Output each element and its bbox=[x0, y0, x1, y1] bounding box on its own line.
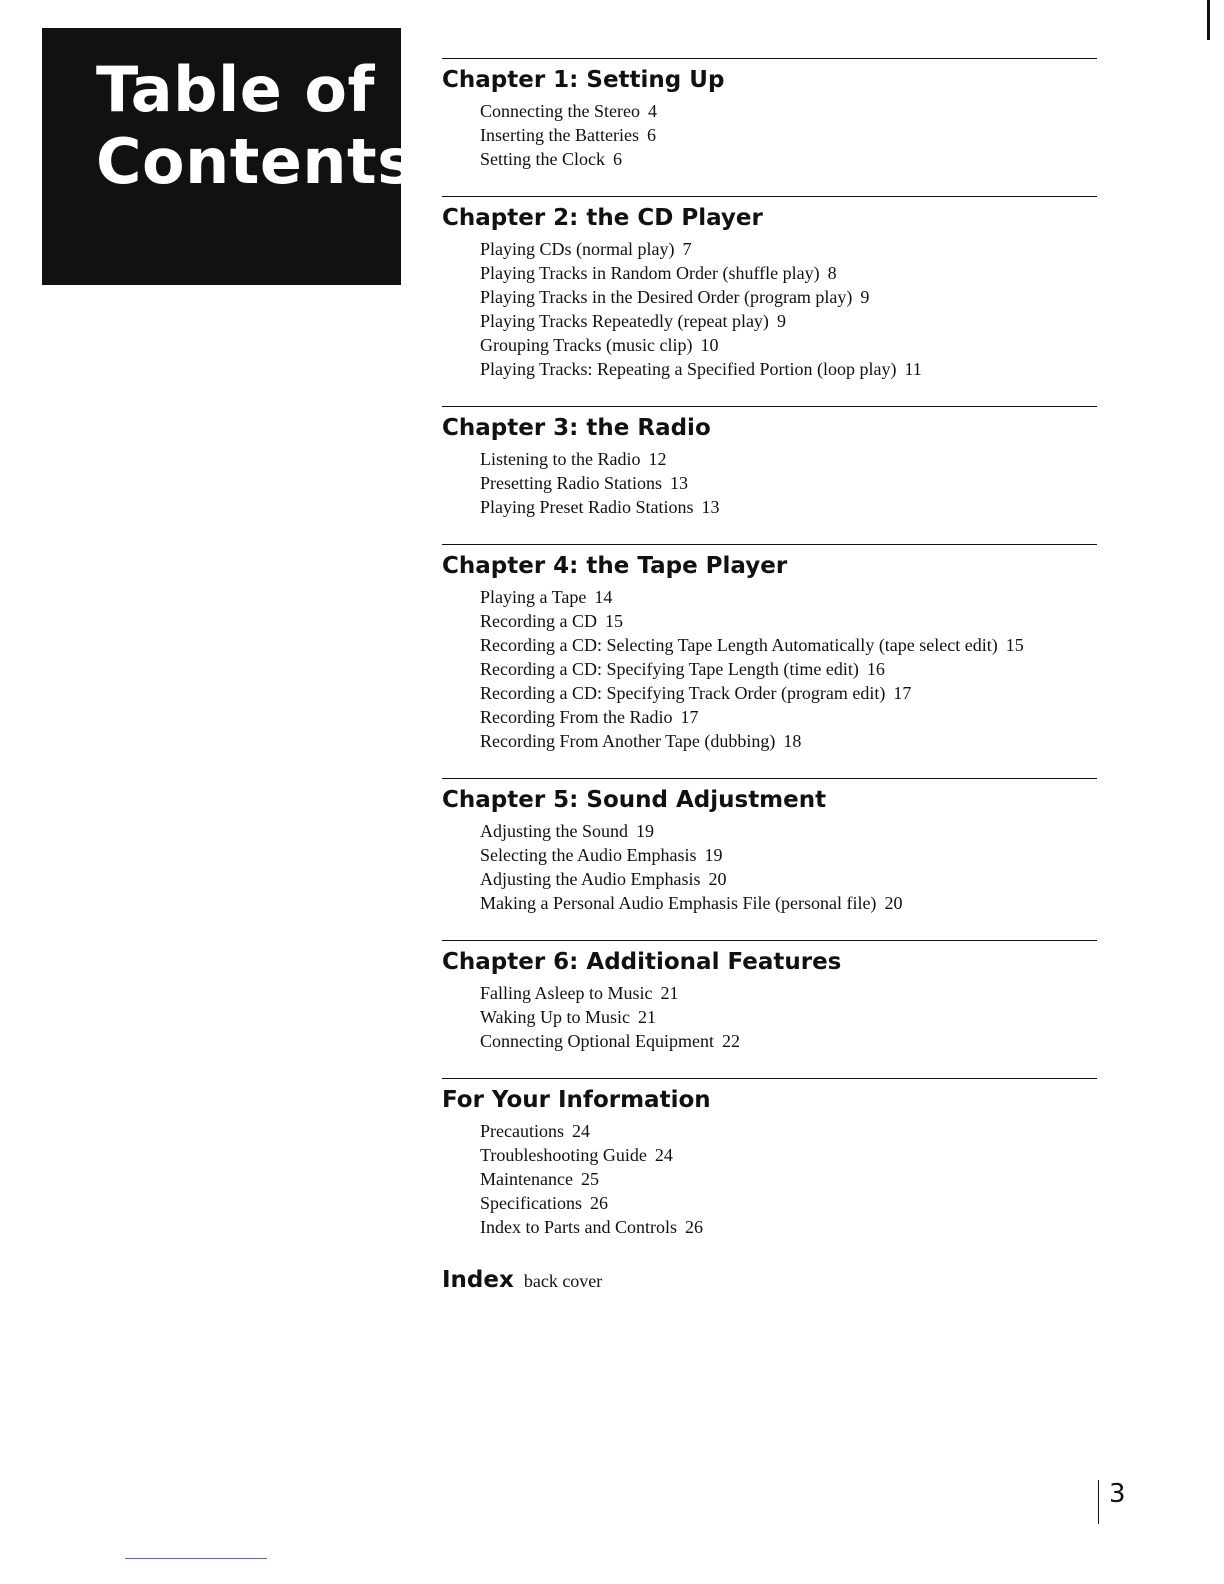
toc-entry bbox=[480, 1029, 1097, 1053]
toc-entry-page: 26 bbox=[684, 1217, 703, 1237]
toc-entry-page: 17 bbox=[680, 707, 699, 727]
toc-entry bbox=[480, 891, 1097, 915]
toc-entry bbox=[480, 1215, 1097, 1239]
toc-entry bbox=[480, 123, 1097, 147]
chapter-entries bbox=[442, 981, 1097, 1053]
toc-entry bbox=[480, 681, 1097, 705]
toc-entry-page: 19 bbox=[704, 845, 723, 865]
toc-entry-page: 14 bbox=[594, 587, 613, 607]
chapter-title: For Your Information bbox=[442, 1087, 711, 1113]
toc-entry-page: 16 bbox=[866, 659, 885, 679]
toc-entry-text: Selecting the Audio Emphasis bbox=[480, 845, 697, 865]
toc-entry-text: Recording From the Radio bbox=[480, 707, 673, 727]
page-title-line-2: Contents bbox=[96, 125, 415, 198]
toc-entry-page: 9 bbox=[776, 311, 786, 331]
chapter-entries bbox=[442, 819, 1097, 915]
toc-entry bbox=[480, 147, 1097, 171]
toc-entry-page: 21 bbox=[638, 1007, 657, 1027]
toc-entry-page: 6 bbox=[613, 149, 622, 169]
toc-entry bbox=[480, 309, 1097, 333]
chapter-section bbox=[442, 1078, 1097, 1239]
chapter-entries bbox=[442, 99, 1097, 171]
toc-entry-page: 25 bbox=[580, 1169, 599, 1189]
toc-entry-text: Falling Asleep to Music bbox=[480, 983, 653, 1003]
chapter-title: Chapter 5: Sound Adjustment bbox=[442, 787, 827, 813]
chapter-entries bbox=[442, 585, 1097, 753]
toc-entry-page: 9 bbox=[860, 287, 870, 307]
toc-entry-text: Playing CDs (normal play) bbox=[480, 239, 675, 259]
toc-entry bbox=[480, 1119, 1097, 1143]
chapter-section bbox=[442, 778, 1097, 915]
toc-entry-text: Playing Tracks in Random Order (shuffle play) bbox=[480, 263, 820, 283]
toc-entry-text: Playing a Tape bbox=[480, 587, 587, 607]
toc-entry-page: 18 bbox=[783, 731, 802, 751]
toc-entry-page: 15 bbox=[604, 611, 623, 631]
toc-entry-text: Precautions bbox=[480, 1121, 564, 1141]
toc-entry-text: Recording a CD: Specifying Tape Length (time edit) bbox=[480, 659, 859, 679]
chapter-section bbox=[442, 940, 1097, 1053]
toc-entry-text: Troubleshooting Guide bbox=[480, 1145, 647, 1165]
toc-entry bbox=[480, 867, 1097, 891]
toc-entry-page: 24 bbox=[654, 1145, 673, 1165]
toc-entry bbox=[480, 705, 1097, 729]
toc-entry-page: 20 bbox=[884, 893, 903, 913]
chapter-section bbox=[442, 58, 1097, 171]
toc-entry bbox=[480, 819, 1097, 843]
toc-entry bbox=[480, 843, 1097, 867]
toc-entry-text: Playing Tracks Repeatedly (repeat play) bbox=[480, 311, 769, 331]
toc-entry-text: Playing Tracks in the Desired Order (program play) bbox=[480, 287, 853, 307]
toc-entry-page: 21 bbox=[660, 983, 679, 1003]
toc-entry-text: Waking Up to Music bbox=[480, 1007, 631, 1027]
page-number: 3 bbox=[1098, 1480, 1126, 1524]
toc-entry bbox=[480, 585, 1097, 609]
toc-entry bbox=[480, 981, 1097, 1005]
toc-entry-text: Making a Personal Audio Emphasis File (personal file) bbox=[480, 893, 877, 913]
toc-entry-page: 7 bbox=[682, 239, 692, 259]
toc-entry-text: Presetting Radio Stations bbox=[480, 473, 662, 493]
toc-entry-text: Inserting the Batteries bbox=[480, 125, 639, 145]
toc-entry-text: Listening to the Radio bbox=[480, 449, 641, 469]
toc-entry-page: 17 bbox=[893, 683, 912, 703]
toc-entry bbox=[480, 99, 1097, 123]
toc-entry bbox=[480, 285, 1097, 309]
toc-entry bbox=[480, 357, 1097, 381]
page-title-line-1: Table of bbox=[96, 53, 375, 126]
toc-entry-page: 13 bbox=[670, 473, 688, 493]
toc-entry bbox=[480, 447, 1097, 471]
toc-entry bbox=[480, 1005, 1097, 1029]
toc-entry-text: Specifications bbox=[480, 1193, 582, 1213]
chapter-section bbox=[442, 544, 1097, 753]
toc-entry bbox=[480, 333, 1097, 357]
edge-mark bbox=[1207, 0, 1210, 40]
toc-entry-page: 22 bbox=[721, 1031, 740, 1051]
chapter-entries bbox=[442, 1119, 1097, 1239]
chapter-entries bbox=[442, 447, 1097, 519]
toc-entry-page: 12 bbox=[648, 449, 667, 469]
toc-entry-page: 4 bbox=[647, 101, 657, 121]
toc-entry-page: 24 bbox=[571, 1121, 590, 1141]
chapter-title: Chapter 6: Additional Features bbox=[442, 949, 842, 975]
toc-entry-page: 15 bbox=[1005, 635, 1024, 655]
toc-entry-text: Recording a CD: Specifying Track Order (program edit) bbox=[480, 683, 886, 703]
toc-entry-text: Recording a CD: Selecting Tape Length Automatically (tape select edit) bbox=[480, 635, 998, 655]
chapter-title: Chapter 4: the Tape Player bbox=[442, 553, 788, 579]
toc-entry-text: Recording From Another Tape (dubbing) bbox=[480, 731, 776, 751]
index-row bbox=[442, 1267, 1097, 1293]
toc-entry bbox=[480, 633, 1097, 657]
toc-entry-text: Playing Tracks: Repeating a Specified Portion (loop play) bbox=[480, 359, 897, 379]
chapter-section bbox=[442, 406, 1097, 519]
toc-entry bbox=[480, 471, 1097, 495]
toc-entry-page: 13 bbox=[701, 497, 720, 517]
toc-entry-text: Maintenance bbox=[480, 1169, 573, 1189]
toc-entry bbox=[480, 657, 1097, 681]
toc-entry-page: 10 bbox=[700, 335, 719, 355]
toc-entry bbox=[480, 261, 1097, 285]
toc-entry-page: 20 bbox=[708, 869, 727, 889]
index-value: back cover bbox=[523, 1271, 603, 1291]
chapter-title: Chapter 1: Setting Up bbox=[442, 67, 725, 93]
toc-entry bbox=[480, 1191, 1097, 1215]
toc-entry-text: Connecting Optional Equipment bbox=[480, 1031, 714, 1051]
toc-entry-text: Playing Preset Radio Stations bbox=[480, 497, 694, 517]
toc-entry-text: Recording a CD bbox=[480, 611, 597, 631]
chapter-section bbox=[442, 196, 1097, 381]
toc-entry-text: Adjusting the Sound bbox=[480, 821, 629, 841]
chapter-title: Chapter 2: the CD Player bbox=[442, 205, 763, 231]
toc-entry bbox=[480, 495, 1097, 519]
toc-entry bbox=[480, 609, 1097, 633]
chapter-title: Chapter 3: the Radio bbox=[442, 415, 711, 441]
toc-entry-page: 11 bbox=[904, 359, 922, 379]
toc-entry-text: Connecting the Stereo bbox=[480, 101, 640, 121]
toc-entry-page: 19 bbox=[636, 821, 655, 841]
toc-entry-text: Setting the Clock bbox=[480, 149, 605, 169]
chapter-entries bbox=[442, 237, 1097, 381]
toc-entry bbox=[480, 1167, 1097, 1191]
toc-entry-page: 26 bbox=[589, 1193, 608, 1213]
toc-entry-page: 8 bbox=[827, 263, 837, 283]
toc-entry bbox=[480, 1143, 1097, 1167]
toc-entry-text: Grouping Tracks (music clip) bbox=[480, 335, 693, 355]
toc-entry-text: Index to Parts and Controls bbox=[480, 1217, 677, 1237]
toc-entry-text: Adjusting the Audio Emphasis bbox=[480, 869, 701, 889]
toc-entry bbox=[480, 237, 1097, 261]
table-of-contents bbox=[442, 58, 1097, 1293]
toc-entry-page: 6 bbox=[646, 125, 656, 145]
bottom-rule bbox=[125, 1558, 267, 1559]
toc-title-block bbox=[42, 28, 415, 285]
index-label: Index bbox=[442, 1267, 514, 1293]
toc-entry bbox=[480, 729, 1097, 753]
